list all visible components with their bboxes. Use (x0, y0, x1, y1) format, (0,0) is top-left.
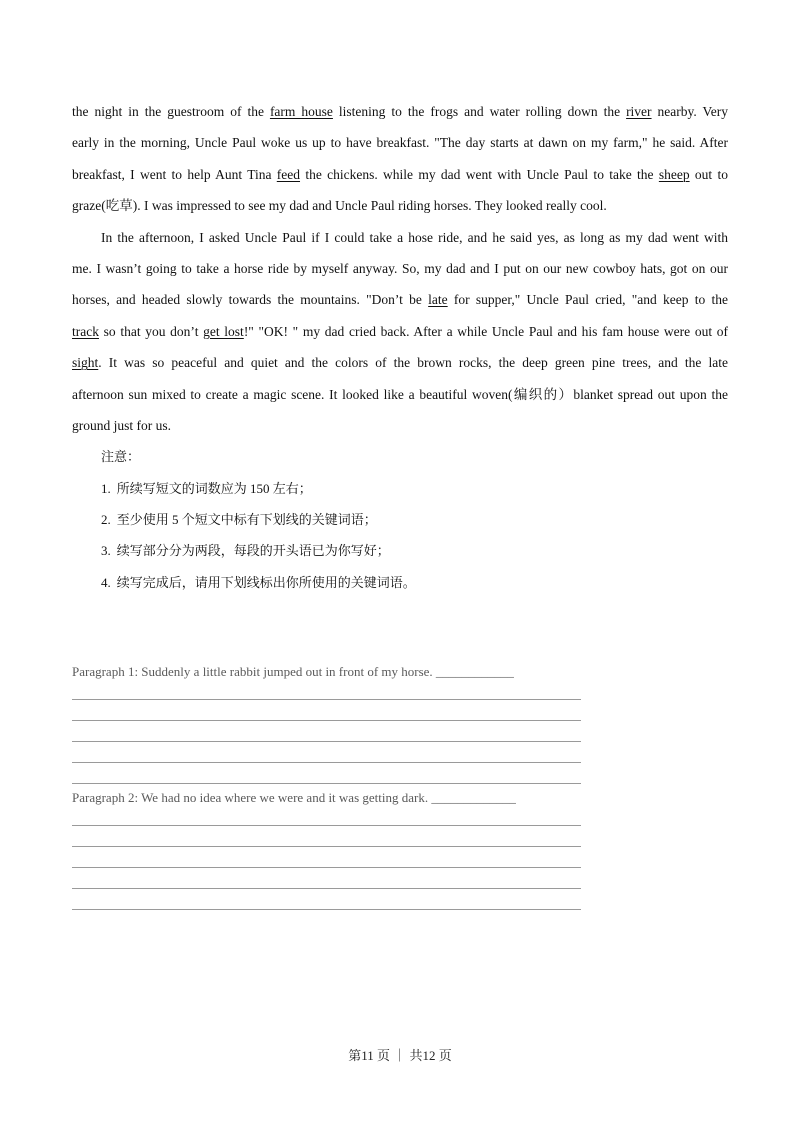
key-word-underlined: sheep (658, 166, 690, 182)
passage-line (72, 222, 728, 253)
passage-text: out to (689, 166, 728, 182)
passage-text: horses, and headed slowly towards the mountains. "Don’t be (72, 292, 429, 308)
note-item (72, 473, 728, 504)
answer-line (72, 826, 581, 847)
passage-text: the chickens. while my dad went with Uncle Paul to take the (300, 166, 659, 182)
passage-text: ground just for us. (72, 417, 171, 433)
note-text: 续写部分分为两段，每段的开头语已为你写好； (116, 543, 390, 559)
note-number: 2. (101, 512, 111, 528)
answer-line (72, 721, 581, 742)
passage-text: nearby. Very (651, 104, 729, 119)
passage-paragraph (72, 96, 728, 222)
passage-line (72, 253, 728, 284)
note-number: 4. (101, 574, 111, 590)
passage-text: . It was so peaceful and quiet and the colors of the brown rocks, the deep green pine trees, and the late (98, 355, 728, 371)
note-item (72, 504, 728, 535)
notes-heading: 注意： (101, 449, 141, 465)
key-word-underlined: river (626, 104, 652, 119)
passage-line (72, 410, 728, 441)
writing-section-paragraph-2 (72, 788, 581, 808)
key-word-underlined: get lost (203, 323, 244, 339)
passage-text: for supper," Uncle Paul cried, "and keep to the (447, 292, 728, 308)
note-item (72, 567, 728, 598)
passage-line (72, 127, 728, 158)
passage-text: the night in the guestroom of the (72, 104, 270, 119)
passage-paragraph (72, 222, 728, 442)
passage-text: !" "OK! " my dad cried back. After a while Uncle Paul and his fam house were out of (243, 323, 729, 339)
answer-line (72, 763, 581, 784)
passage-text: graze(吃草). I was impressed to see my dad and Uncle Paul riding horses. They looked really cool. (72, 198, 607, 214)
passage-text: In the afternoon, I asked Uncle Paul if I could take a hose ride, and he said yes, as long as my dad went with (101, 229, 728, 245)
note-number: 3. (101, 543, 111, 559)
passage-line (72, 96, 728, 127)
passage-text: so that you don’t (98, 323, 204, 339)
passage-line (72, 379, 728, 410)
paragraph-2-prompt: Paragraph 2: We had no idea where we were and it was getting dark. _____________ (72, 790, 516, 805)
writing-section-paragraph-1 (72, 662, 581, 682)
answer-line (72, 868, 581, 889)
paragraph-1-prompt: Paragraph 1: Suddenly a little rabbit jumped out in front of my horse. ____________ (72, 664, 514, 679)
passage (72, 96, 728, 598)
answer-lines (72, 679, 581, 784)
passage-text: early in the morning, Uncle Paul woke us up to have breakfast. "The day starts at dawn on my farm," he said. After (72, 135, 728, 151)
note-text: 续写完成后，请用下划线标出你所使用的关键词语。 (116, 574, 416, 590)
answer-line (72, 805, 581, 826)
passage-line (72, 284, 728, 315)
answer-line (72, 847, 581, 868)
answer-line (72, 742, 581, 763)
passage-line (72, 159, 728, 190)
passage-body (72, 96, 728, 441)
key-word-underlined: late (428, 292, 448, 308)
answer-line (72, 700, 581, 721)
passage-line (72, 190, 728, 221)
note-item (72, 535, 728, 566)
passage-text: afternoon sun mixed to create a magic scene. It looked like a beautiful woven(编织的）blanket spread out upon the (72, 386, 728, 402)
key-word-underlined: sight (72, 355, 99, 371)
answer-line (72, 679, 581, 700)
note-text: 所续写短文的词数应为 150 左右； (116, 480, 312, 496)
passage-line (72, 347, 728, 378)
answer-line (72, 889, 581, 910)
passage-text: breakfast, I went to help Aunt Tina (72, 166, 277, 182)
note-number: 1. (101, 480, 111, 496)
passage-text: listening to the frogs and water rolling down the (332, 104, 627, 119)
page-footer: 第11 页 ｜ 共12 页 (348, 1048, 452, 1063)
key-word-underlined: feed (276, 166, 301, 182)
passage-line (72, 316, 728, 347)
note-text: 至少使用 5 个短文中标有下划线的关键词语； (116, 512, 377, 528)
answer-lines (72, 805, 581, 910)
key-word-underlined: farm house (269, 104, 333, 119)
key-word-underlined: track (72, 323, 99, 339)
passage-text: me. I wasn’t going to take a horse ride by myself anyway. So, my dad and I put on our new cowboy hats, got on our (72, 260, 728, 276)
